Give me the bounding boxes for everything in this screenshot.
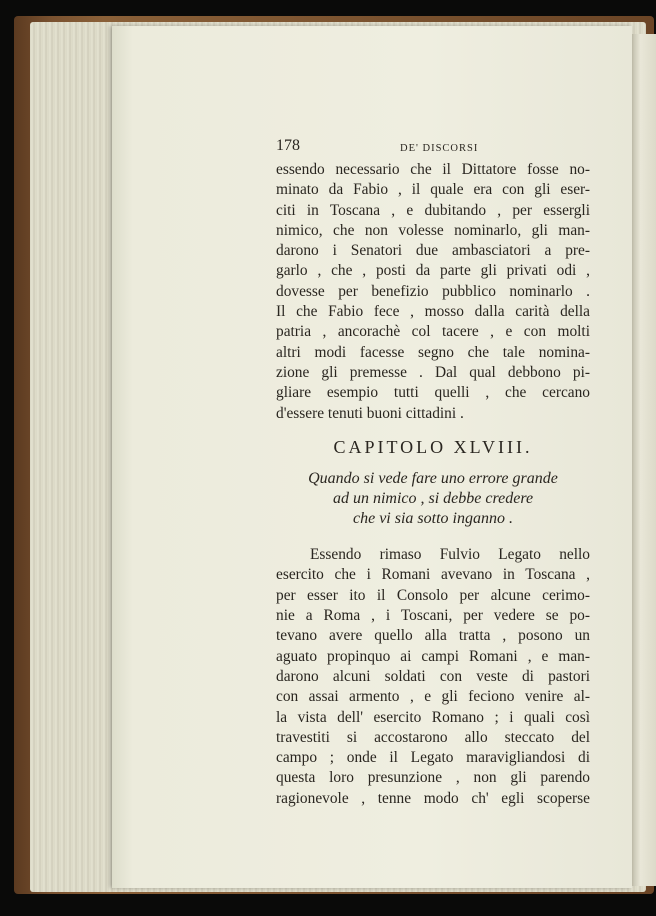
text-line: essendo necessario che il Dittatore fosse no- <box>276 161 590 178</box>
text-line: nimico, che non volesse nominarlo, gli man- <box>276 221 590 239</box>
text-line: d'essere tenuti buoni cittadini . <box>276 404 464 422</box>
text-line: zione gli premesse . Dal qual debbono pi- <box>276 363 590 381</box>
subtitle-line: che vi sia sotto inganno . <box>353 510 513 528</box>
paragraph-1 <box>276 160 590 424</box>
text-line: esercito che i Romani avevano in Toscana , <box>276 566 590 584</box>
text-line: questa loro presunzione , non gli parendo <box>276 769 590 787</box>
text-line: darono i Senatori due ambasciatori a pre- <box>276 242 590 260</box>
chapter-subtitle <box>276 469 590 529</box>
page-header <box>276 137 590 160</box>
page-text <box>276 137 590 809</box>
text-line: tevano avere quello alla tratta , posono un <box>276 627 590 645</box>
facing-page-edge <box>630 34 656 886</box>
chapter-heading: CAPITOLO XLVIII. <box>333 436 533 457</box>
text-line: darono alcuni soldati con veste di pastori <box>276 667 590 685</box>
text-line: per esser ito il Consolo per alcune cerimo- <box>276 586 590 604</box>
text-line: ragionevole , tenne modo ch' egli scoperse <box>276 789 590 807</box>
text-line: aguato propinquo ai campi Romani , e man- <box>276 647 590 665</box>
running-head: DE' DISCORSI <box>400 143 479 154</box>
paragraph-2 <box>276 545 590 809</box>
text-line: altri modi facesse segno che tale nomina- <box>276 343 590 361</box>
text-line: Il che Fabio fece , mosso dalla carità della <box>276 303 590 321</box>
subtitle-line: Quando si vede fare uno errore grande <box>308 470 558 488</box>
text-line: gliare esempio tutti quelli , che cercano <box>276 384 590 402</box>
text-line: citi in Toscana , e dubitando , per essergli <box>276 201 590 219</box>
text-line: con assai armento , e gli feciono venire al- <box>276 688 590 706</box>
text-line: nie a Roma , i Toscani, per vedere se po- <box>276 607 590 625</box>
text-line: patria , ancorachè col tacere , e con molti <box>276 323 590 341</box>
text-line: la vista dell' esercito Romano ; i quali così <box>276 708 590 726</box>
text-line: Essendo rimaso Fulvio Legato nello <box>310 546 590 564</box>
text-line: travestiti si accostarono allo steccato del <box>276 728 590 746</box>
page-number: 178 <box>276 137 300 154</box>
text-line: campo ; onde il Legato maravigliandosi di <box>276 749 590 767</box>
text-line: garlo , che , posti da parte gli privati odi , <box>276 262 590 280</box>
subtitle-line: ad un nimico , si debbe credere <box>332 490 534 508</box>
text-line: dovesse per benefizio pubblico nominarlo . <box>276 282 590 300</box>
text-line: minato da Fabio , il quale era con gli eser- <box>276 181 590 199</box>
